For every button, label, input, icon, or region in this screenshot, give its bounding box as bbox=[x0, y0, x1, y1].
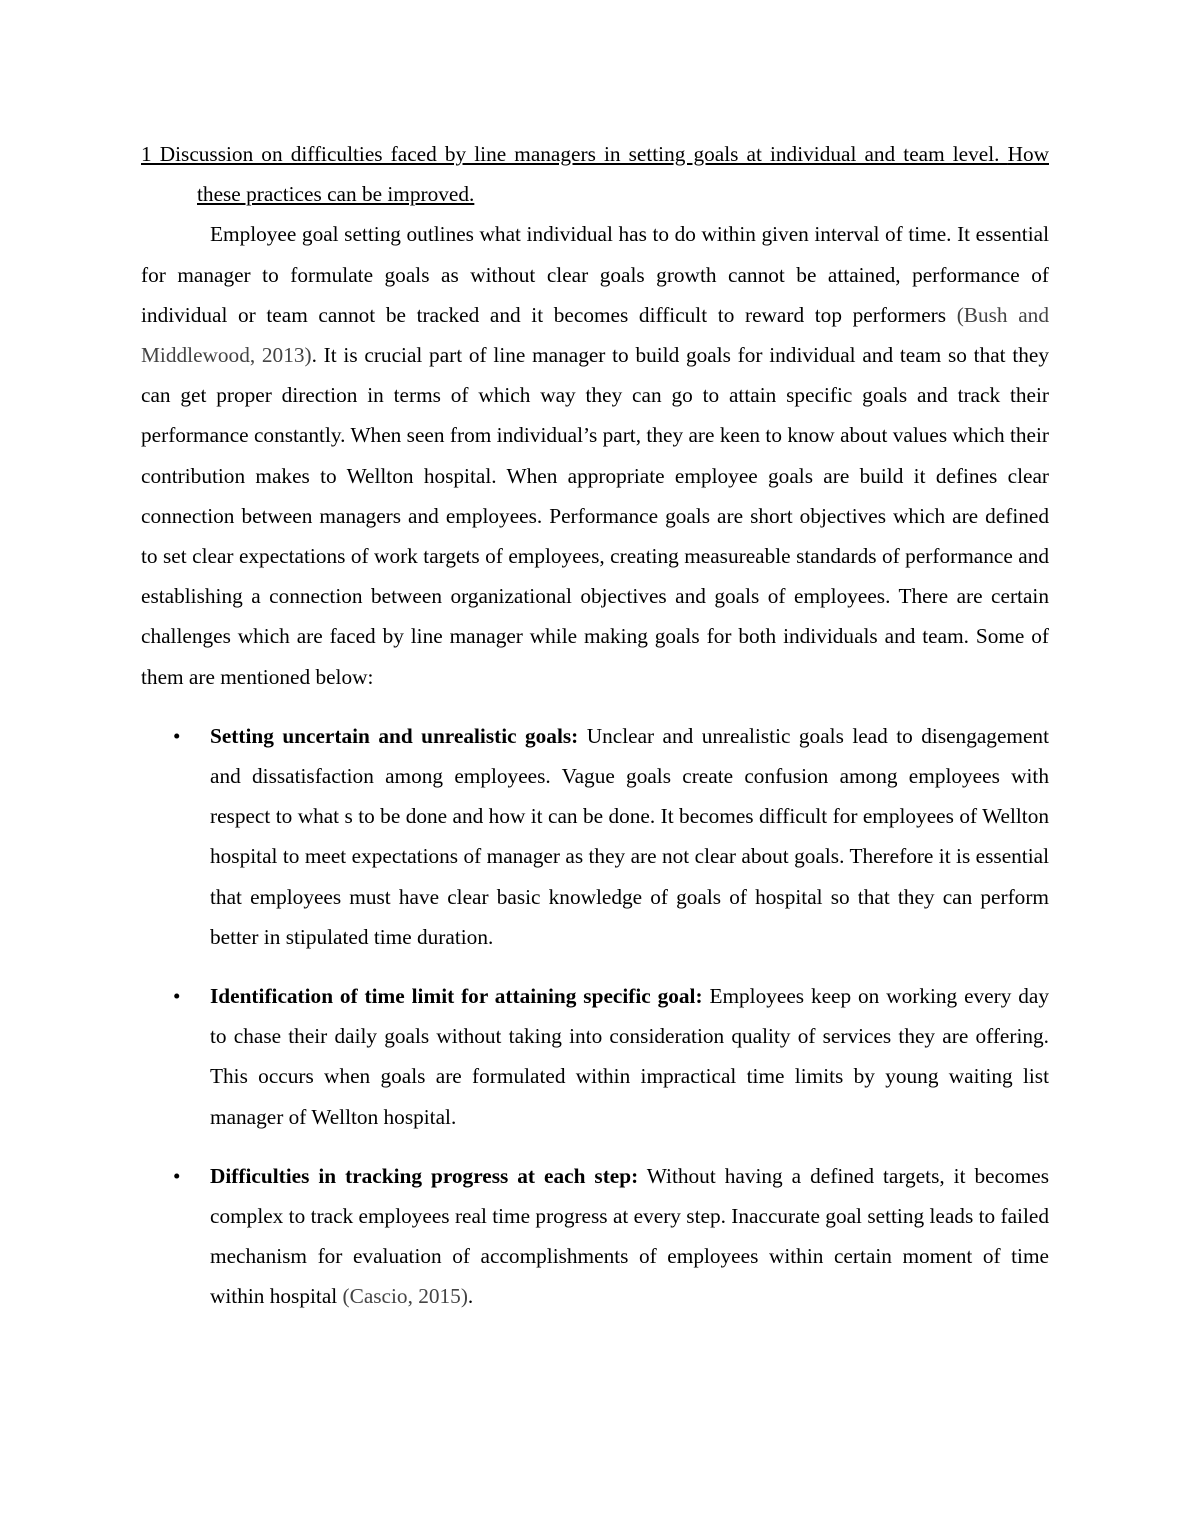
document-page bbox=[141, 134, 1049, 1336]
heading-line-2: How these practices can be improved. bbox=[197, 142, 1049, 207]
bullet-body: Employees keep on working every day to chase their daily goals without taking into consideration quality of services they are offering. This occurs when goals are formulated within impractical time limits by young waiting list manager of Wellton hospital. bbox=[210, 984, 1049, 1129]
heading-line-1: 1 Discussion on difficulties faced by line managers in setting goals at individual and team level. bbox=[141, 142, 1000, 166]
bullet-body: Without having a defined targets, it becomes complex to track employees real time progress at every step. Inaccurate goal setting leads to failed mechanism for evaluation of accomplishments of employees within certain moment of time within hospital bbox=[210, 1163, 1050, 1309]
intro-text-start: Employee goal setting outlines what individual has to do within given interval of time. It essential for manager to formulate goals as without clear goals growth cannot be attained, performance of individual or team cannot be tracked and it becomes difficult to reward top performers bbox=[141, 222, 1049, 327]
list-item bbox=[141, 1156, 1049, 1317]
bullet-tail: . bbox=[467, 1284, 474, 1309]
bullet-title: Identification of time limit for attaining specific goal: bbox=[210, 984, 703, 1009]
challenges-list bbox=[141, 716, 1049, 1317]
intro-text-end: . It is crucial part of line manager to build goals for individual and team so that they can get proper direction in terms of which way they can go to attain specific goals and track their performance constantly. When seen from individual’s part, they are keen to know about values which their contribution makes to Wellton hospital. When appropriate employee goals are build it defines clear connection between managers and employees. Performance goals are short objectives which are defined to set clear expectations of work targets of employees, creating measureable standards of performance and establishing a connection between organizational objectives and goals of employees. There are certain challenges which are faced by line manager while making goals for both individuals and team. Some of them are mentioned below: bbox=[141, 343, 1049, 689]
citation-cascio: (Cascio, 2015) bbox=[342, 1284, 468, 1309]
intro-paragraph bbox=[141, 214, 1049, 696]
bullet-title: Setting uncertain and unrealistic goals: bbox=[210, 723, 579, 748]
bullet-title: Difficulties in tracking progress at each step: bbox=[210, 1163, 639, 1188]
list-item bbox=[141, 976, 1049, 1137]
section-heading bbox=[141, 134, 1049, 214]
bullet-body: Unclear and unrealistic goals lead to disengagement and dissatisfaction among employees. Vague goals create confusion among employees with respect to what s to be done and how it can be done. It becomes difficult for employees of Wellton hospital to meet expectations of manager as they are not clear about goals. Therefore it is essential that employees must have clear basic knowledge of goals of hospital so that they can perform better in stipulated time duration. bbox=[210, 723, 1049, 949]
list-item bbox=[141, 716, 1049, 957]
bullet-icon: • bbox=[173, 1163, 181, 1188]
citation-bush-middlewood: (Bush and Middlewood, 2013) bbox=[141, 302, 1049, 368]
bullet-icon: • bbox=[173, 723, 181, 748]
bullet-icon: • bbox=[173, 984, 181, 1009]
